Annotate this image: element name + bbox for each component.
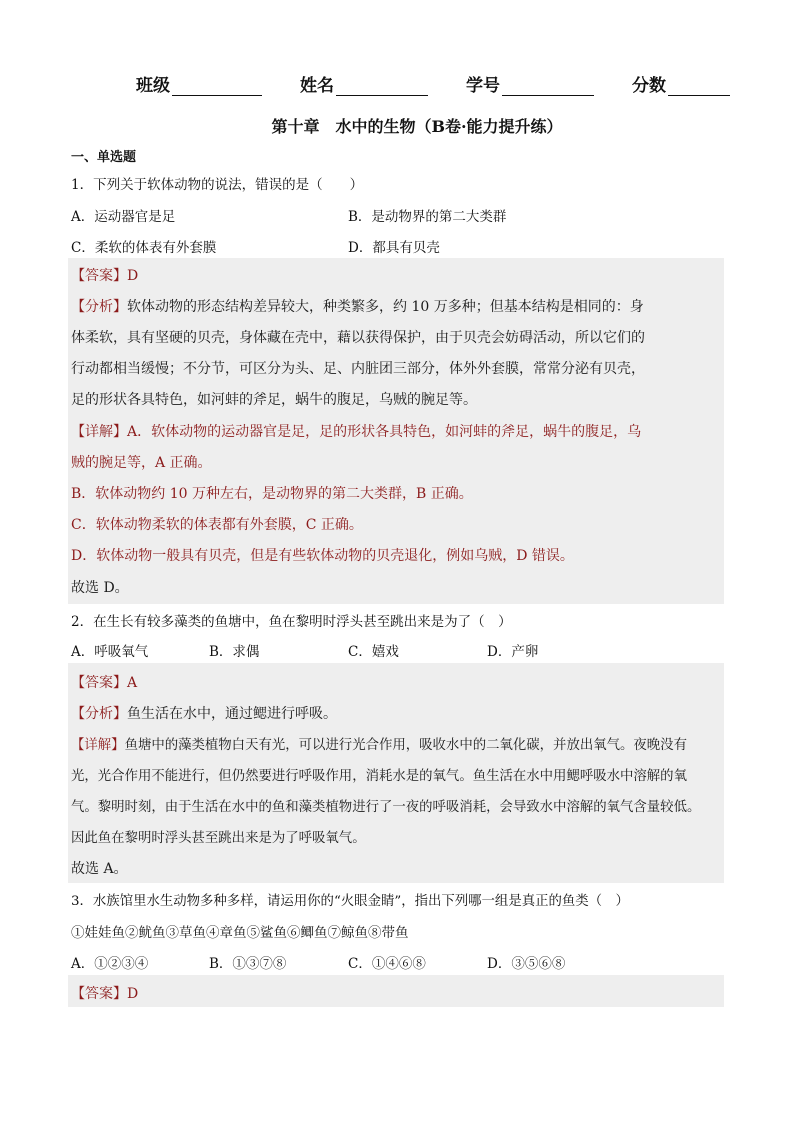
number-label: 学号 xyxy=(466,76,500,96)
q1-stem: 1．下列关于软体动物的说法，错误的是（ ） xyxy=(71,177,364,193)
q1-conclusion: 故选 D。 xyxy=(71,580,129,596)
q1-analysis-line-4: 足的形状各具特色，如河蚌的斧足，蜗牛的腹足，乌贼的腕足等。 xyxy=(71,392,477,408)
chapter-title: 第十章 水中的生物（B卷·能力提升练） xyxy=(271,117,563,136)
q2-detail-line-1: 【详解】鱼塘中的藻类植物白天有光，可以进行光合作用，吸收水中的二氧化碳，并放出氧气。夜晚没有 xyxy=(71,738,687,753)
q1-analysis-line-3: 行动都相当缓慢；不分节，可区分为头、足、内脏团三部分，体外外套膜，常常分泌有贝壳， xyxy=(71,361,645,377)
q3-solution-box xyxy=(68,975,724,1007)
q2-option-b[interactable]: B．求偶 xyxy=(209,644,260,660)
q2-answer: 【答案】A xyxy=(71,675,138,691)
q2-detail-line-2: 光，光合作用不能进行，但仍然要进行呼吸作用，消耗水是的氧气。鱼生活在水中用鳃呼吸水中溶解的氧 xyxy=(71,769,687,784)
q3-answer: 【答案】D xyxy=(71,986,139,1002)
q2-detail-line-4: 因此鱼在黎明时浮头甚至跳出来是为了呼吸氧气。 xyxy=(71,831,366,846)
q1-detail-line-5: D．软体动物一般具有贝壳，但是有些软体动物的贝壳退化，例如乌贼，D 错误。 xyxy=(71,548,574,564)
number-field xyxy=(466,70,594,96)
q2-option-a[interactable]: A．呼吸氧气 xyxy=(71,644,149,660)
q2-stem: 2．在生长有较多藻类的鱼塘中，鱼在黎明时浮头甚至跳出来是为了（ ） xyxy=(71,614,512,630)
name-blank[interactable] xyxy=(336,77,428,96)
q1-detail-line-1: 【详解】A．软体动物的运动器官是足，足的形状各具特色，如河蚌的斧足，蜗牛的腹足，乌 xyxy=(71,424,642,440)
q1-option-c[interactable]: C．柔软的体表有外套膜 xyxy=(71,240,217,256)
score-label: 分数 xyxy=(632,76,666,96)
class-label: 班级 xyxy=(136,76,170,96)
q3-stem: 3．水族馆里水生动物多种多样，请运用你的“火眼金睛”，指出下列哪一组是真正的鱼类（ ） xyxy=(71,894,629,909)
q1-option-d[interactable]: D．都具有贝壳 xyxy=(348,240,440,256)
q3-items: ①娃娃鱼②鱿鱼③草鱼④章鱼⑤鲨鱼⑥鲫鱼⑦鲸鱼⑧带鱼 xyxy=(71,925,409,941)
q3-option-d[interactable]: D．③⑤⑥⑧ xyxy=(487,956,566,972)
q1-detail-line-2: 贼的腕足等，A 正确。 xyxy=(71,455,212,471)
name-field xyxy=(300,70,428,96)
class-field xyxy=(136,70,262,96)
q1-option-b[interactable]: B．是动物界的第二大类群 xyxy=(348,209,507,225)
q1-answer: 【答案】D xyxy=(71,268,139,284)
q2-detail-line-3: 气。黎明时刻，由于生活在水中的鱼和藻类植物进行了一夜的呼吸消耗，会导致水中溶解的氧气含量较低。 xyxy=(71,800,701,815)
q3-option-b[interactable]: B．①③⑦⑧ xyxy=(209,956,287,972)
q3-option-c[interactable]: C．①④⑥⑧ xyxy=(348,956,426,972)
student-info-header xyxy=(136,70,736,96)
q2-conclusion: 故选 A。 xyxy=(71,861,128,877)
class-blank[interactable] xyxy=(172,77,262,96)
name-label: 姓名 xyxy=(300,76,334,96)
number-blank[interactable] xyxy=(502,77,594,96)
section-heading: 一、单选题 xyxy=(71,150,137,165)
score-field xyxy=(632,70,730,96)
q1-analysis-line-1: 【分析】软体动物的形态结构差异较大，种类繁多，约 10 万多种；但基本结构是相同的：身 xyxy=(71,299,644,315)
q2-option-d[interactable]: D．产卵 xyxy=(487,644,539,660)
q1-detail-line-4: C．软体动物柔软的体表都有外套膜，C 正确。 xyxy=(71,517,363,533)
q1-option-a[interactable]: A．运动器官是足 xyxy=(71,209,176,225)
q2-option-c[interactable]: C．嬉戏 xyxy=(348,644,399,660)
q3-option-a[interactable]: A．①②③④ xyxy=(71,956,149,972)
q1-detail-line-3: B．软体动物约 10 万种左右，是动物界的第二大类群，B 正确。 xyxy=(71,486,473,502)
q2-analysis-line-1: 【分析】鱼生活在水中，通过鳃进行呼吸。 xyxy=(71,706,337,722)
score-blank[interactable] xyxy=(668,77,730,96)
q1-analysis-line-2: 体柔软，具有坚硬的贝壳，身体藏在壳中，藉以获得保护，由于贝壳会妨碍活动，所以它们的 xyxy=(71,330,645,346)
